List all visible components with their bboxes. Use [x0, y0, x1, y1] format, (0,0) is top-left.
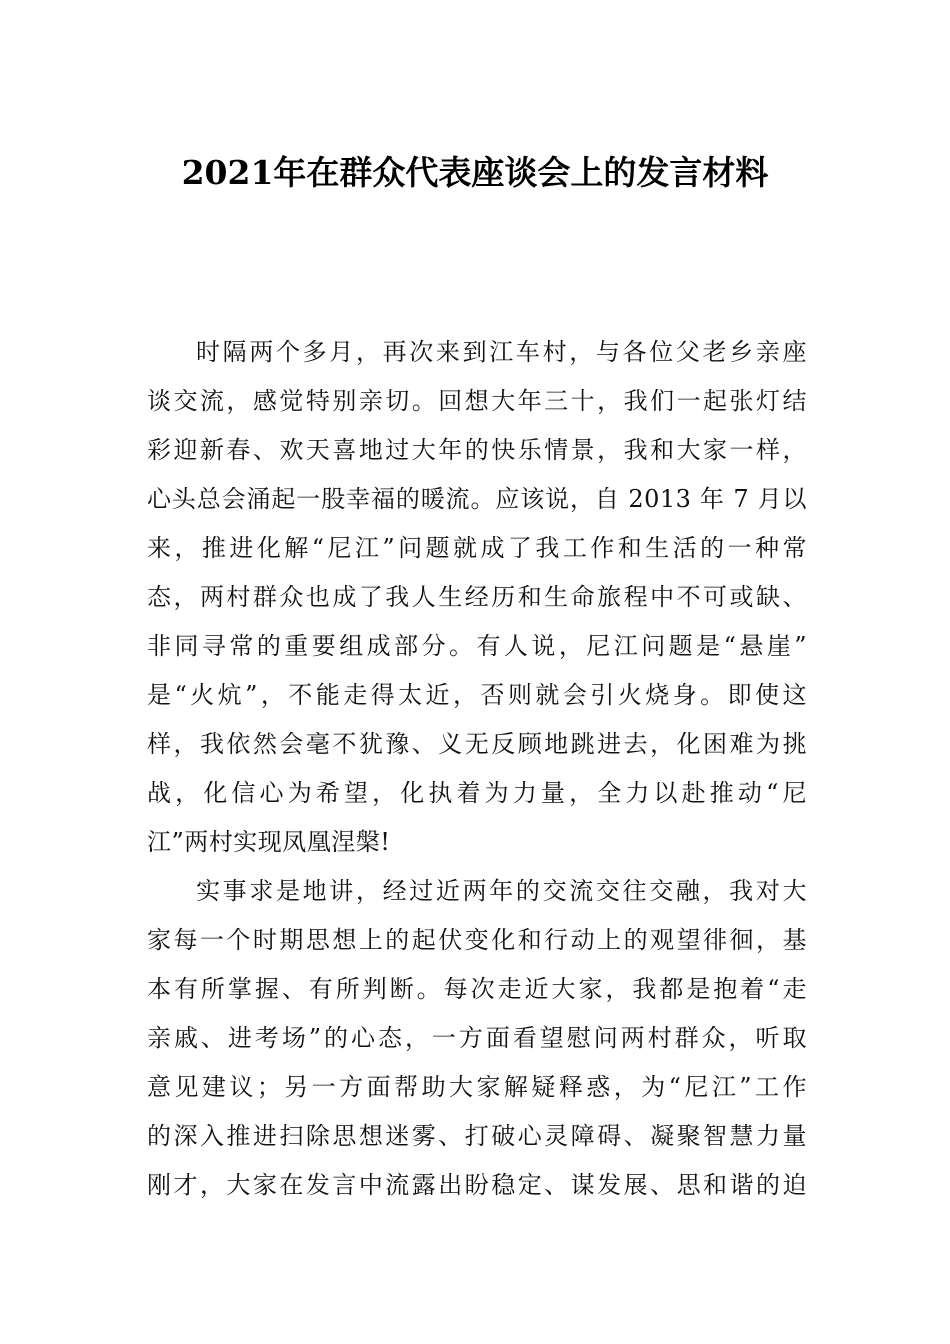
paragraph-2-line-5: 意见建议；另一方面帮助大家解疑释惑，为“尼江”工作	[147, 1073, 807, 1101]
paragraph-1-line-7: 非同寻常的重要组成部分。有人说，尼江问题是“悬崖”	[147, 632, 807, 660]
paragraph-1-line-11: 江”两村实现凤凰涅槃!	[147, 828, 391, 856]
paragraph-1-line-3: 彩迎新春、欢天喜地过大年的快乐情景，我和大家一样，	[147, 436, 807, 464]
paragraph-2-line-6: 的深入推进扫除思想迷雾、打破心灵障碍、凝聚智慧力量	[147, 1122, 807, 1150]
paragraph-1-line-6: 态，两村群众也成了我人生经历和生命旅程中不可或缺、	[147, 583, 807, 611]
document-body	[147, 328, 807, 1210]
paragraph-1-line-10: 战，化信心为希望，化执着为力量，全力以赴推动“尼	[147, 779, 807, 807]
paragraph-2-line-7: 刚才，大家在发言中流露出盼稳定、谋发展、思和谐的迫	[147, 1171, 807, 1199]
paragraph-2-line-1: 实事求是地讲，经过近两年的交流交往交融，我对大	[196, 877, 807, 905]
paragraph-1-line-9: 样，我依然会毫不犹豫、义无反顾地跳进去，化困难为挑	[147, 730, 807, 758]
paragraph-1-line-8: 是“火炕”，不能走得太近，否则就会引火烧身。即使这	[147, 681, 807, 709]
paragraph-2-line-3: 本有所掌握、有所判断。每次走近大家，我都是抱着“走	[147, 975, 807, 1003]
paragraph-2-line-4: 亲戚、进考场”的心态，一方面看望慰问两村群众，听取	[147, 1024, 807, 1052]
paragraph-2-line-2: 家每一个时期思想上的起伏变化和行动上的观望徘徊，基	[147, 926, 807, 954]
paragraph-1-line-1: 时隔两个多月，再次来到江车村，与各位父老乡亲座	[196, 338, 807, 366]
document-title: 2021年在群众代表座谈会上的发言材料	[181, 153, 769, 192]
paragraph-1-line-4: 心头总会涌起一股幸福的暖流。应该说，自 2013 年 7 月以	[147, 485, 807, 513]
paragraph-1-line-5: 来，推进化解“尼江”问题就成了我工作和生活的一种常	[147, 534, 807, 562]
paragraph-1-line-2: 谈交流，感觉特别亲切。回想大年三十，我们一起张灯结	[147, 387, 807, 415]
